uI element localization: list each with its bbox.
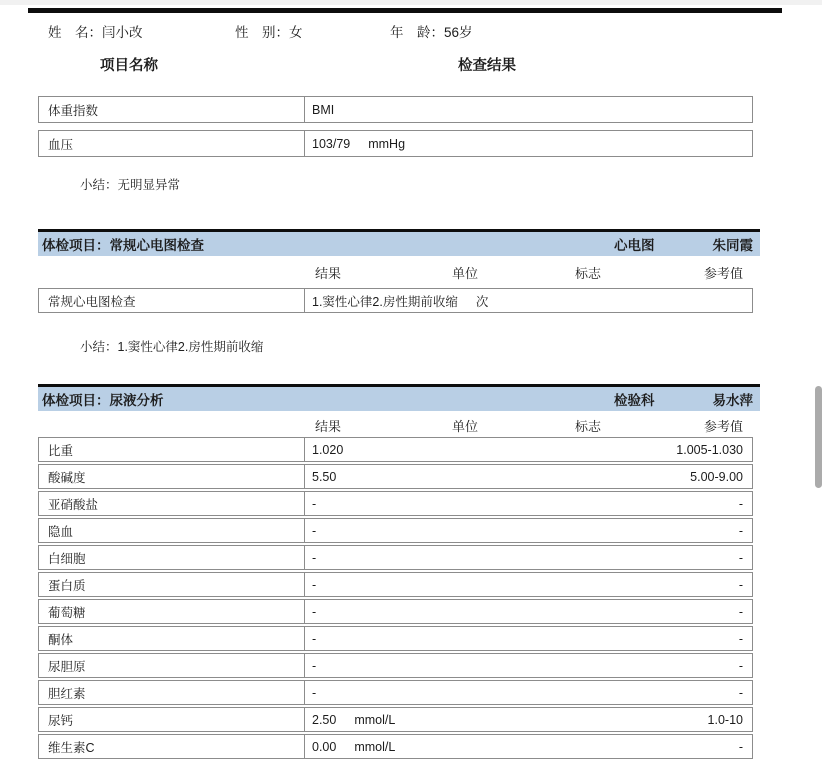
row-reference-value: 1.005-1.030 (676, 442, 743, 457)
row-item-label: 亚硝酸盐 (39, 492, 305, 515)
row-result-value: - (312, 658, 317, 673)
row-values (305, 681, 752, 704)
patient-age: 年 龄：56岁 (390, 25, 473, 40)
ecg-section-doctor: 朱同霞 (712, 238, 753, 253)
row-result-value: - (312, 550, 317, 565)
row-item-label: 比重 (39, 438, 305, 461)
row-item-label: 白细胞 (39, 546, 305, 569)
row-item-label: 酸碱度 (39, 465, 305, 488)
patient-gender: 性 别：女 (235, 25, 303, 40)
row-values (305, 289, 752, 312)
row-result-value: - (312, 577, 317, 592)
table-row (38, 707, 753, 732)
item-name-column-title: 项目名称 (100, 58, 158, 74)
urine-section-title: 体检项目：尿液分析 (42, 393, 164, 408)
urine-header-result: 结果 (315, 419, 342, 434)
row-unit-value: 次 (475, 294, 489, 309)
row-result-value: - (312, 496, 317, 511)
general-exam-table (38, 96, 753, 164)
row-item-label: 胆红素 (39, 681, 305, 704)
row-reference-value: - (738, 523, 743, 538)
row-result-value: BMI (312, 102, 335, 117)
ecg-section-header (38, 232, 760, 256)
row-item-label: 蛋白质 (39, 573, 305, 596)
row-reference-value: - (738, 658, 743, 673)
row-reference-value: 5.00-9.00 (690, 469, 743, 484)
row-reference-value: - (738, 604, 743, 619)
row-values (305, 465, 752, 488)
row-result-value: 0.00 (312, 739, 337, 754)
urine-section-dept: 检验科 (614, 393, 655, 408)
row-item-label: 隐血 (39, 519, 305, 542)
urine-header-unit: 单位 (452, 419, 479, 434)
row-item-label: 尿钙 (39, 708, 305, 731)
row-result-value: - (312, 604, 317, 619)
ecg-header-flag: 标志 (575, 266, 602, 281)
row-values (305, 492, 752, 515)
table-row (38, 437, 753, 462)
table-row (38, 464, 753, 489)
row-reference-value: - (738, 685, 743, 700)
row-item-label: 葡萄糖 (39, 600, 305, 623)
row-result-value: 1.窦性心律2.房性期前收缩 (312, 294, 458, 309)
row-unit-value: mmol/L (354, 712, 396, 727)
ecg-results-table (38, 288, 753, 315)
ecg-summary-text: 小结：1.窦性心律2.房性期前收缩 (80, 340, 264, 354)
urine-section-doctor: 易水萍 (712, 393, 753, 408)
row-item-label: 常规心电图检查 (39, 289, 305, 312)
row-reference-value: 1.0-10 (707, 712, 743, 727)
ecg-header-result: 结果 (315, 266, 342, 281)
check-result-column-title: 检查结果 (458, 58, 516, 74)
column-titles (0, 54, 822, 74)
ecg-table-headers (38, 263, 753, 283)
row-unit-value: mmHg (368, 136, 406, 151)
row-values (305, 131, 752, 156)
table-row (38, 680, 753, 705)
top-divider-rule (28, 8, 782, 13)
row-reference-value: - (738, 739, 743, 754)
row-values (305, 438, 752, 461)
urine-section-header (38, 387, 760, 411)
row-result-value: 5.50 (312, 469, 337, 484)
row-item-label: 血压 (39, 131, 305, 156)
row-values (305, 546, 752, 569)
row-values (305, 627, 752, 650)
table-row (38, 734, 753, 759)
row-unit-value: mmol/L (354, 739, 396, 754)
urine-header-flag: 标志 (575, 419, 602, 434)
row-reference-value: - (738, 577, 743, 592)
row-result-value: 103/79 (312, 136, 351, 151)
row-reference-value: - (738, 550, 743, 565)
table-row (38, 288, 753, 313)
row-reference-value: - (738, 496, 743, 511)
ecg-section-title: 体检项目：常规心电图检查 (42, 238, 204, 253)
row-values (305, 708, 752, 731)
row-item-label: 维生素C (39, 735, 305, 758)
table-row (38, 518, 753, 543)
urine-header-reference: 参考值 (703, 419, 743, 434)
row-item-label: 酮体 (39, 627, 305, 650)
row-item-label: 体重指数 (39, 97, 305, 122)
patient-info-row (0, 21, 822, 41)
row-result-value: - (312, 685, 317, 700)
ecg-header-unit: 单位 (452, 266, 479, 281)
row-result-value: - (312, 631, 317, 646)
ecg-section-dept: 心电图 (614, 238, 655, 253)
table-row (38, 545, 753, 570)
table-row (38, 130, 753, 157)
row-result-value: 1.020 (312, 442, 344, 457)
patient-name: 姓 名：闫小改 (48, 25, 143, 40)
row-item-label: 尿胆原 (39, 654, 305, 677)
top-edge-strip (0, 0, 822, 5)
table-row (38, 96, 753, 123)
row-values (305, 97, 752, 122)
row-result-value: 2.50 (312, 712, 337, 727)
table-row (38, 491, 753, 516)
table-row (38, 626, 753, 651)
row-values (305, 654, 752, 677)
row-values (305, 573, 752, 596)
ecg-header-reference: 参考值 (703, 266, 743, 281)
table-row (38, 572, 753, 597)
table-row (38, 653, 753, 678)
vertical-scrollbar-thumb[interactable] (815, 386, 822, 488)
row-values (305, 519, 752, 542)
table-row (38, 599, 753, 624)
row-values (305, 735, 752, 758)
urine-table-headers (38, 416, 753, 436)
row-result-value: - (312, 523, 317, 538)
row-reference-value: - (738, 631, 743, 646)
row-values (305, 600, 752, 623)
general-summary-text: 小结：无明显异常 (80, 178, 181, 192)
urine-results-table (38, 437, 753, 761)
